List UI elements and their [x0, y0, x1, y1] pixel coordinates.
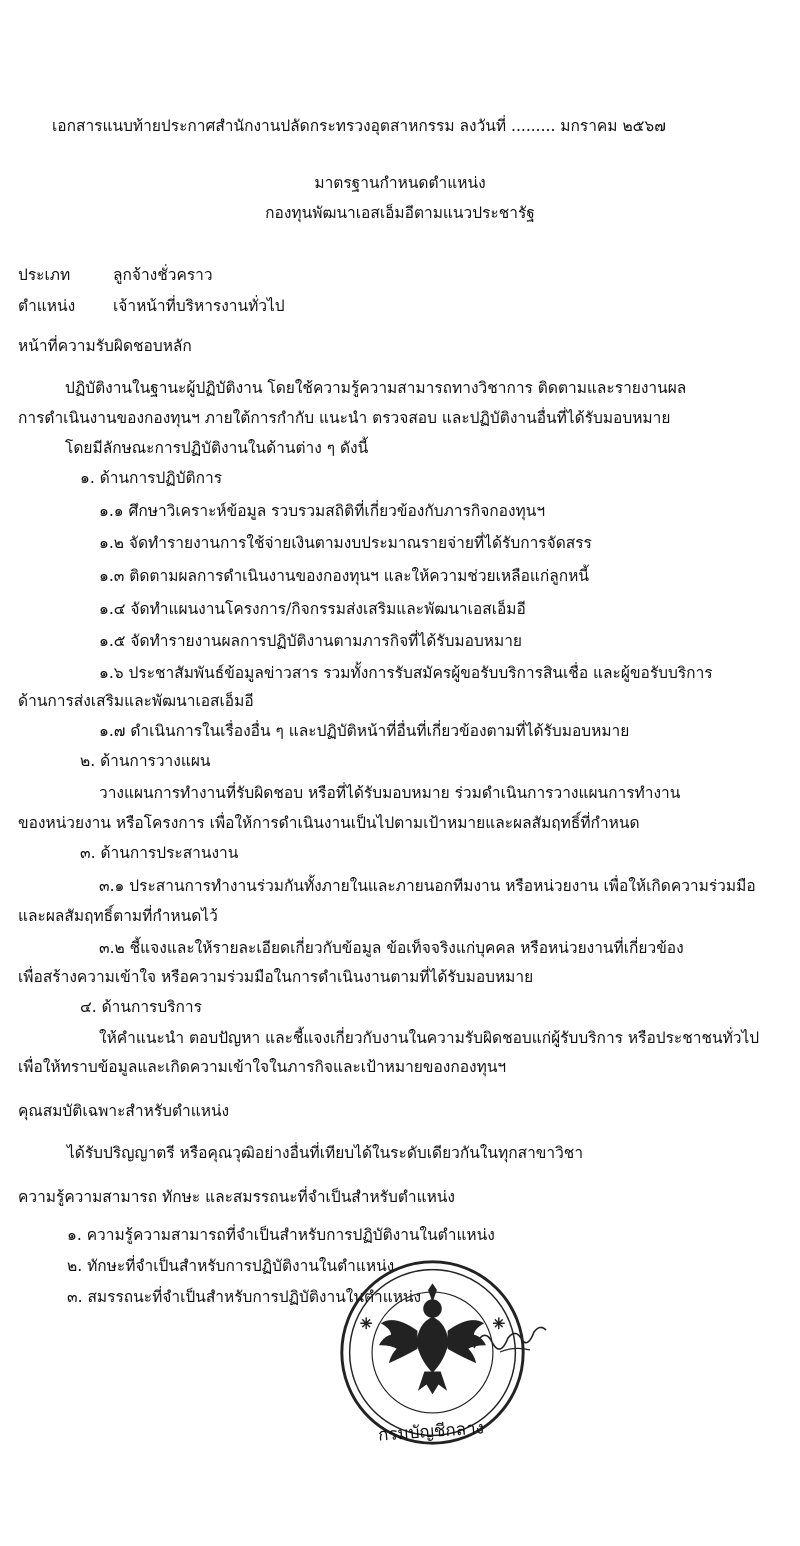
section-operations: ๑. ด้านการปฏิบัติการ	[80, 469, 223, 487]
type-label: ประเภท	[18, 266, 71, 284]
item-3-1-line-1: ๓.๑ ประสานการทำงานร่วมกันทั้งภายในและภายนอกทีมงาน หรือหน่วยงาน เพื่อให้เกิดความร่วมมือ	[99, 877, 756, 895]
doc-title: มาตรฐานกำหนดตำแหน่ง	[314, 174, 486, 192]
duties-intro-line-3: โดยมีลักษณะการปฏิบัติงานในด้านต่าง ๆ ดังนี้	[65, 439, 369, 457]
duties-heading: หน้าที่ความรับผิดชอบหลัก	[18, 337, 192, 355]
competency-2: ๒. ทักษะที่จำเป็นสำหรับการปฏิบัติงานในตำแหน่ง	[67, 1257, 395, 1275]
signature	[470, 1318, 550, 1358]
section-coordination: ๓. ด้านการประสานงาน	[80, 844, 239, 862]
seal-text: กรมบัญชีกลาง	[377, 1418, 485, 1446]
section-planning: ๒. ด้านการวางแผน	[80, 752, 211, 770]
item-3-2-line-1: ๓.๒ ชี้แจงและให้รายละเอียดเกี่ยวกับข้อมูล ข้อเท็จจริงแก่บุคคล หรือหน่วยงานที่เกี่ยวข้อง	[99, 939, 684, 957]
item-1-4: ๑.๔ จัดทำแผนงานโครงการ/กิจกรรมส่งเสริมและพัฒนาเอสเอ็มอี	[99, 600, 526, 618]
doc-subtitle: กองทุนพัฒนาเอสเอ็มอีตามแนวประชารัฐ	[265, 204, 535, 222]
qualifications-text: ได้รับปริญญาตรี หรือคุณวุฒิอย่างอื่นที่เทียบได้ในระดับเดียวกันในทุกสาขาวิชา	[67, 1144, 584, 1162]
competency-3: ๓. สมรรถนะที่จำเป็นสำหรับการปฏิบัติงานในตำแหน่ง	[67, 1288, 422, 1306]
competencies-heading: ความรู้ความสามารถ ทักษะ และสมรรถนะที่จำเป็นสำหรับตำแหน่ง	[18, 1188, 455, 1206]
competency-1: ๑. ความรู้ความสามารถที่จำเป็นสำหรับการปฏิบัติงานในตำแหน่ง	[67, 1226, 495, 1244]
service-line-2: เพื่อให้ทราบข้อมูลและเกิดความเข้าใจในภารกิจและเป้าหมายของกองทุนฯ	[18, 1058, 507, 1076]
annex-line: เอกสารแนบท้ายประกาศสำนักงานปลัดกระทรวงอุตสาหกรรม ลงวันที่ ......... มกราคม ๒๕๖๗	[52, 117, 666, 135]
item-1-6-line-2: ด้านการส่งเสริมและพัฒนาเอสเอ็มอี	[18, 692, 254, 710]
planning-line-2: ของหน่วยงาน หรือโครงการ เพื่อให้การดำเนินงานเป็นไปตามเป้าหมายและผลสัมฤทธิ์ที่กำหนด	[18, 814, 640, 832]
item-1-6-line-1: ๑.๖ ประชาสัมพันธ์ข้อมูลข่าวสาร รวมทั้งการรับสมัครผู้ขอรับบริการสินเชื่อ และผู้ขอรับบริการ	[99, 664, 713, 682]
service-line-1: ให้คำแนะนำ ตอบปัญหา และชี้แจงเกี่ยวกับงานในความรับผิดชอบแก่ผู้รับบริการ หรือประชาชนทั่วไป	[99, 1029, 760, 1047]
duties-intro-line-2: การดำเนินงานของกองทุนฯ ภายใต้การกำกับ แนะนำ ตรวจสอบ และปฏิบัติงานอื่นที่ได้รับมอบหมาย	[18, 409, 671, 427]
item-3-2-line-2: เพื่อสร้างความเข้าใจ หรือความร่วมมือในการดำเนินงานตามที่ได้รับมอบหมาย	[18, 968, 534, 986]
item-1-7: ๑.๗ ดำเนินการในเรื่องอื่น ๆ และปฏิบัติหน้าที่อื่นที่เกี่ยวข้องตามที่ได้รับมอบหมาย	[99, 722, 630, 740]
position-label: ตำแหน่ง	[18, 297, 76, 315]
section-service: ๔. ด้านการบริการ	[80, 998, 202, 1016]
qualifications-heading: คุณสมบัติเฉพาะสำหรับตำแหน่ง	[18, 1102, 230, 1120]
duties-intro-line-1: ปฏิบัติงานในฐานะผู้ปฏิบัติงาน โดยใช้ความรู้ความสามารถทางวิชาการ ติดตามและรายงานผล	[65, 379, 687, 397]
item-1-1: ๑.๑ ศึกษาวิเคราะห์ข้อมูล รวบรวมสถิติที่เกี่ยวข้องกับภารกิจกองทุนฯ	[99, 502, 546, 520]
item-1-5: ๑.๕ จัดทำรายงานผลการปฏิบัติงานตามภารกิจที่ได้รับมอบหมาย	[99, 632, 523, 650]
item-1-2: ๑.๒ จัดทำรายงานการใช้จ่ายเงินตามงบประมาณรายจ่ายที่ได้รับการจัดสรร	[99, 534, 592, 552]
type-value: ลูกจ้างชั่วคราว	[113, 266, 213, 284]
item-3-1-line-2: และผลสัมฤทธิ์ตามที่กำหนดไว้	[18, 907, 218, 925]
item-1-3: ๑.๓ ติดตามผลการดำเนินงานของกองทุนฯ และให้ความช่วยเหลือแก่ลูกหนี้	[99, 567, 589, 585]
planning-line-1: วางแผนการทำงานที่รับผิดชอบ หรือที่ได้รับมอบหมาย ร่วมดำเนินการวางแผนการทำงาน	[99, 784, 681, 802]
position-value: เจ้าหน้าที่บริหารงานทั่วไป	[113, 297, 285, 315]
